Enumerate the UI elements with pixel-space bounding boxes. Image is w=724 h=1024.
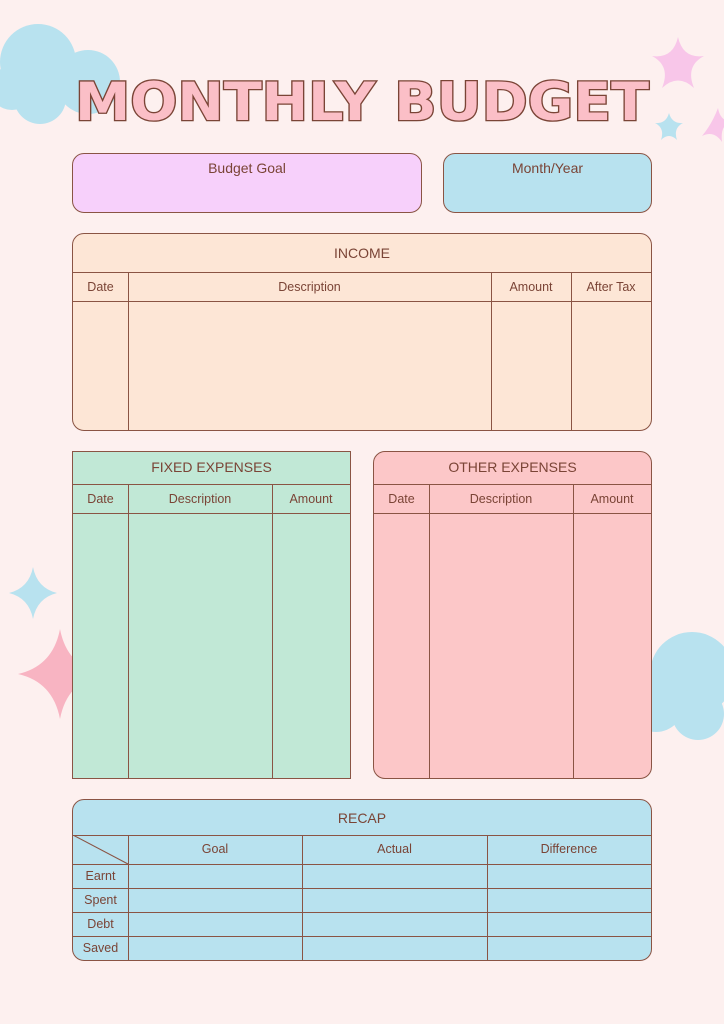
- recap-row-earnt: Earnt: [85, 869, 116, 883]
- page-title: [0, 66, 724, 132]
- month-year-box[interactable]: [443, 153, 652, 213]
- recap-corner-diagonal: [73, 835, 129, 865]
- income-divider: [491, 272, 492, 430]
- fixed-divider: [272, 484, 273, 778]
- recap-col-actual: Actual: [377, 842, 412, 856]
- fixed-expenses-table: [72, 451, 351, 779]
- fixed-header-line: [73, 484, 350, 485]
- income-divider: [571, 272, 572, 430]
- recap-col-goal: Goal: [201, 842, 229, 856]
- fixed-divider: [128, 484, 129, 778]
- fixed-col-description: Description: [168, 492, 232, 506]
- recap-table: [72, 799, 652, 961]
- month-year-label: Month/Year: [511, 160, 584, 176]
- budget-goal-box[interactable]: [72, 153, 422, 213]
- star-blue-left-icon: [8, 566, 58, 620]
- fixed-columns-line: [73, 513, 350, 514]
- recap-row-line: [73, 888, 651, 889]
- recap-row-spent: Spent: [84, 893, 117, 907]
- other-col-amount: Amount: [590, 492, 634, 506]
- recap-row-line: [73, 936, 651, 937]
- recap-row-line: [73, 864, 651, 865]
- fixed-expenses-heading: FIXED EXPENSES: [151, 459, 272, 475]
- recap-row-saved: Saved: [82, 941, 119, 955]
- income-divider: [128, 272, 129, 430]
- other-expenses-table: [373, 451, 652, 779]
- other-divider: [429, 484, 430, 778]
- other-columns-line: [374, 513, 651, 514]
- fixed-col-amount: Amount: [289, 492, 333, 506]
- income-col-date: Date: [87, 280, 114, 294]
- income-table: [72, 233, 652, 431]
- income-col-amount: Amount: [509, 280, 553, 294]
- recap-col-difference: Difference: [540, 842, 598, 856]
- income-col-after-tax: After Tax: [586, 280, 636, 294]
- income-header-line: [73, 272, 651, 273]
- recap-heading: RECAP: [337, 810, 387, 826]
- fixed-col-date: Date: [87, 492, 114, 506]
- other-expenses-heading: OTHER EXPENSES: [448, 459, 577, 475]
- income-heading: INCOME: [334, 245, 390, 261]
- other-header-line: [374, 484, 651, 485]
- other-col-description: Description: [469, 492, 533, 506]
- other-col-date: Date: [388, 492, 415, 506]
- income-columns-line: [73, 301, 651, 302]
- recap-header-line: [73, 835, 651, 836]
- other-divider: [573, 484, 574, 778]
- recap-row-debt: Debt: [87, 917, 114, 931]
- recap-row-line: [73, 912, 651, 913]
- title-text: MONTHLY BUDGET: [75, 72, 649, 132]
- budget-goal-label: Budget Goal: [208, 160, 286, 176]
- income-col-description: Description: [278, 280, 341, 294]
